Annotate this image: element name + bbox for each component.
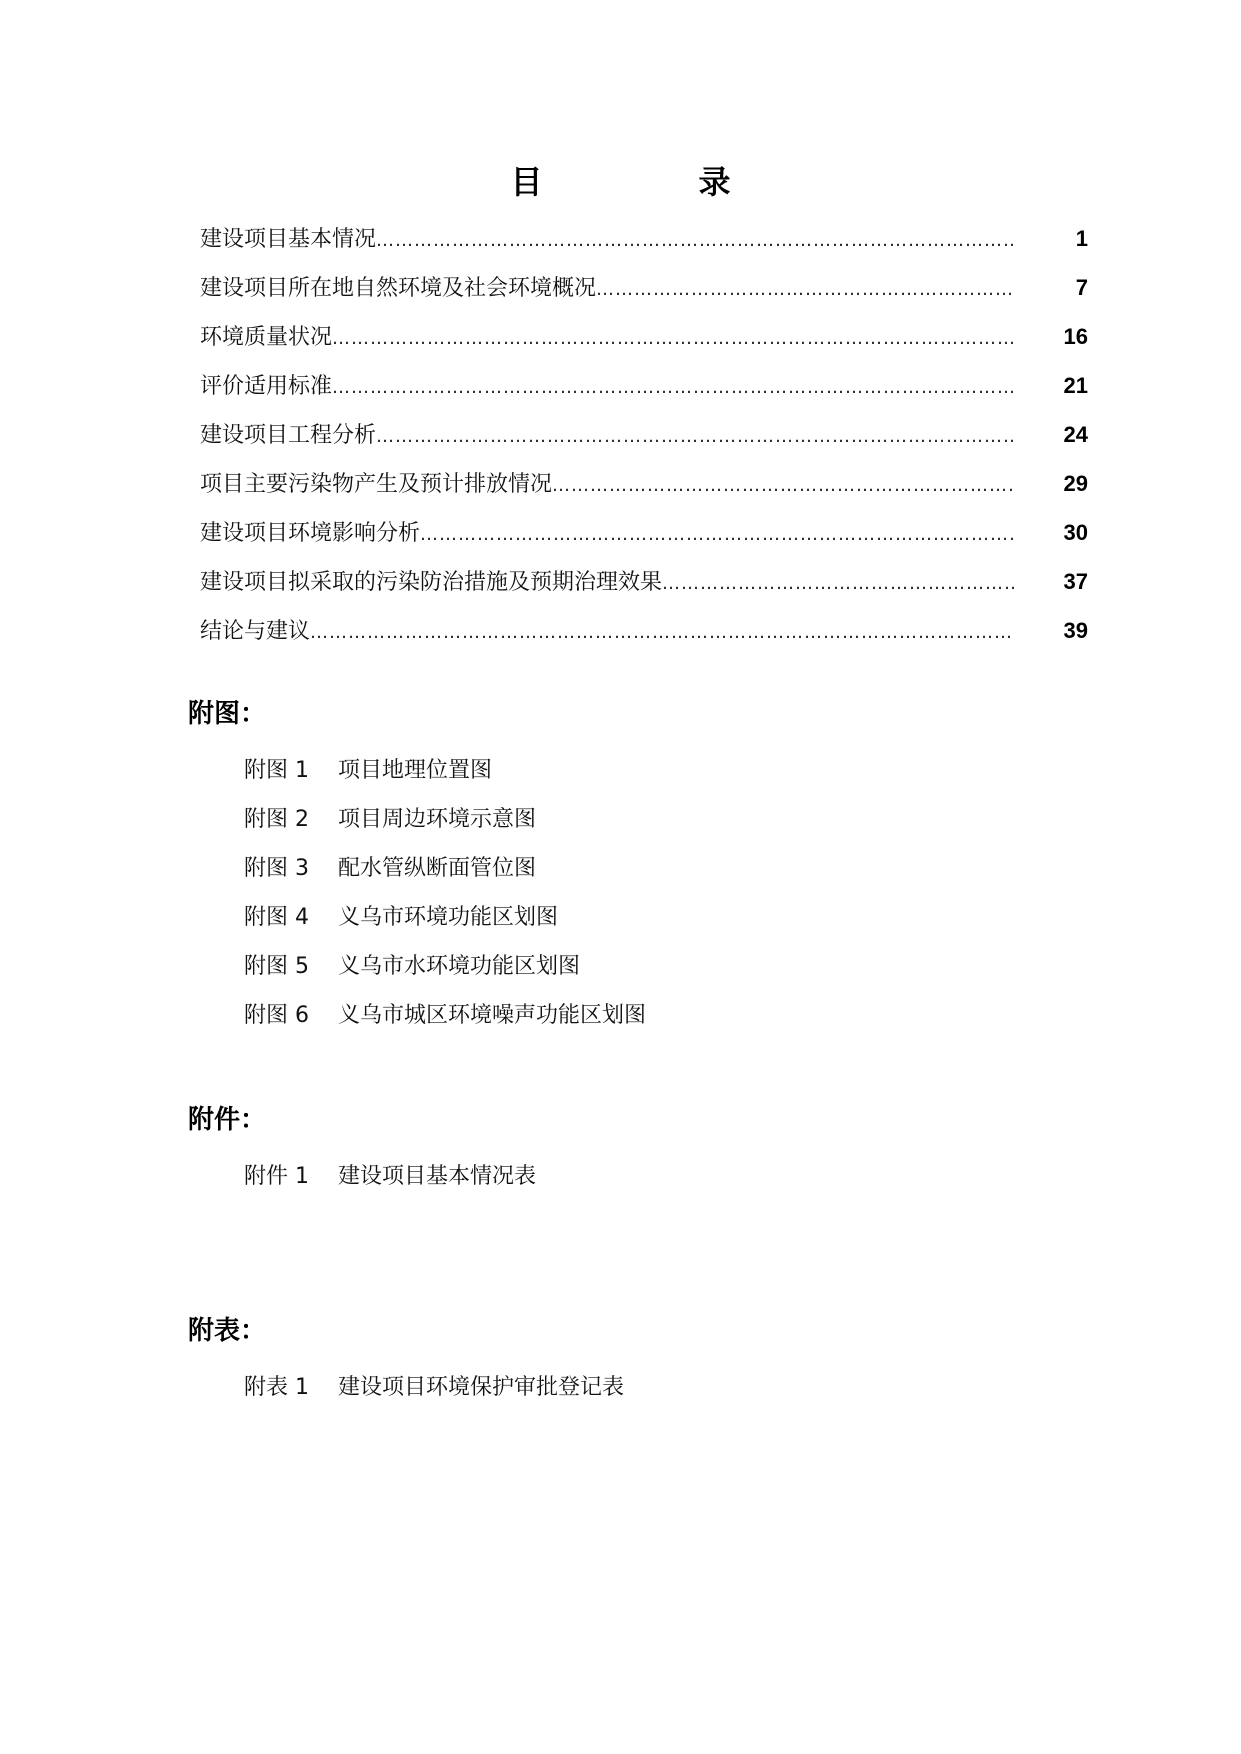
table-item bbox=[244, 1363, 1088, 1412]
toc-entry-label: 评价适用标准 bbox=[200, 374, 333, 399]
figure-item bbox=[244, 942, 1088, 991]
figure-label: 项目周边环境示意图 bbox=[338, 806, 537, 832]
toc-entry-label: 建设项目工程分析 bbox=[200, 423, 377, 448]
toc-entry-page: 39 bbox=[1063, 618, 1088, 643]
figure-label: 配水管纵断面管位图 bbox=[338, 855, 537, 881]
tables-list bbox=[188, 1363, 1088, 1412]
toc-entry-page: 37 bbox=[1063, 569, 1088, 594]
attachment-label: 建设项目基本情况表 bbox=[338, 1163, 537, 1189]
toc-leader-dots bbox=[332, 368, 1014, 408]
figure-item bbox=[244, 795, 1088, 844]
figure-number: 附图 3 bbox=[244, 855, 309, 881]
attachments-heading: 附件： bbox=[188, 1105, 267, 1135]
toc-entry-label: 建设项目环境影响分析 bbox=[200, 521, 421, 546]
toc-entry-page: 30 bbox=[1063, 520, 1088, 545]
figure-label: 项目地理位置图 bbox=[338, 757, 493, 783]
toc-entry-label: 建设项目拟采取的污染防治措施及预期治理效果 bbox=[200, 570, 663, 595]
toc-leader-dots bbox=[596, 270, 1014, 310]
toc-entry bbox=[200, 415, 1088, 464]
figure-number: 附图 5 bbox=[244, 953, 309, 979]
figure-label: 义乌市水环境功能区划图 bbox=[338, 953, 581, 979]
figure-item bbox=[244, 991, 1088, 1040]
attachment-number: 附件 1 bbox=[244, 1163, 309, 1189]
toc-entry-label: 结论与建议 bbox=[200, 619, 311, 644]
figure-number: 附图 4 bbox=[244, 904, 309, 930]
toc-entry bbox=[200, 562, 1088, 611]
table-of-contents bbox=[200, 219, 1088, 660]
figure-label: 义乌市城区环境噪声功能区划图 bbox=[338, 1002, 647, 1028]
attachment-item bbox=[244, 1152, 1088, 1201]
toc-entry-page: 29 bbox=[1063, 471, 1088, 496]
tables-section bbox=[188, 1311, 1088, 1412]
toc-entry-label: 环境质量状况 bbox=[200, 325, 333, 350]
toc-entry-page: 7 bbox=[1075, 275, 1088, 300]
figure-item bbox=[244, 844, 1088, 893]
toc-leader-dots bbox=[310, 613, 1014, 653]
toc-entry bbox=[200, 219, 1088, 268]
toc-entry bbox=[200, 268, 1088, 317]
toc-entry-page: 21 bbox=[1063, 373, 1088, 398]
toc-entry-label: 建设项目所在地自然环境及社会环境概况 bbox=[200, 276, 597, 301]
toc-entry-page: 1 bbox=[1075, 226, 1088, 251]
toc-leader-dots bbox=[662, 564, 1014, 604]
toc-entry bbox=[200, 366, 1088, 415]
toc-entry bbox=[200, 513, 1088, 562]
attachments-section bbox=[188, 1100, 1088, 1201]
figure-number: 附图 1 bbox=[244, 757, 309, 783]
figures-section bbox=[188, 694, 1088, 1040]
tables-heading: 附表： bbox=[188, 1316, 267, 1346]
toc-leader-dots bbox=[420, 515, 1014, 555]
figure-item bbox=[244, 746, 1088, 795]
toc-entry bbox=[200, 464, 1088, 513]
toc-leader-dots bbox=[332, 319, 1014, 359]
toc-entry bbox=[200, 317, 1088, 366]
figure-item bbox=[244, 893, 1088, 942]
attachments-list bbox=[188, 1152, 1088, 1201]
toc-leader-dots bbox=[376, 417, 1014, 457]
figures-heading: 附图： bbox=[188, 699, 267, 729]
figures-list bbox=[188, 746, 1088, 1040]
page-title: 目 录 bbox=[510, 163, 793, 201]
toc-entry-label: 项目主要污染物产生及预计排放情况 bbox=[200, 472, 553, 497]
toc-entry bbox=[200, 611, 1088, 660]
figure-label: 义乌市环境功能区划图 bbox=[338, 904, 559, 930]
figure-number: 附图 2 bbox=[244, 806, 309, 832]
toc-entry-page: 24 bbox=[1063, 422, 1088, 447]
toc-entry-label: 建设项目基本情况 bbox=[200, 227, 377, 252]
toc-entry-page: 16 bbox=[1063, 324, 1088, 349]
figure-number: 附图 6 bbox=[244, 1002, 309, 1028]
toc-leader-dots bbox=[376, 221, 1014, 261]
table-label: 建设项目环境保护审批登记表 bbox=[338, 1374, 625, 1400]
table-number: 附表 1 bbox=[244, 1374, 309, 1400]
toc-leader-dots bbox=[552, 466, 1014, 506]
